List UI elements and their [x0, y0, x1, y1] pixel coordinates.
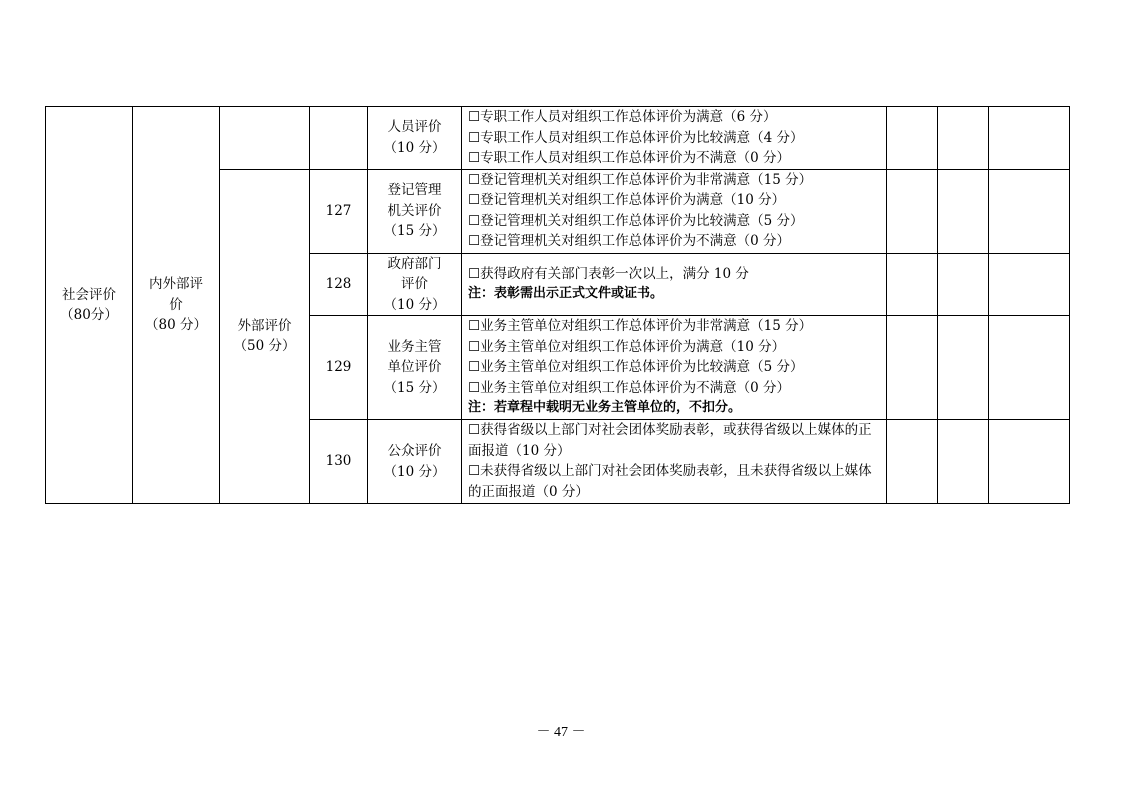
item-name-line: 公众评价: [387, 443, 442, 459]
item-number: 127: [310, 169, 368, 253]
item-name-cell: [368, 253, 462, 316]
item-number: 128: [310, 253, 368, 316]
item-name-line: 业务主管: [387, 338, 442, 355]
page-number: － 47 －: [536, 725, 586, 740]
item-number: [310, 107, 368, 170]
criteria-option: ☐获得省级以上部门对社会团体奖励表彰，或获得省级以上媒体的正面报道（10 分）: [468, 422, 872, 459]
criteria-option: ☐业务主管单位对组织工作总体评价为比较满意（5 分）: [468, 359, 804, 375]
subcategory-cell: [133, 107, 220, 504]
score-cell: [887, 169, 938, 253]
item-name-line: 人员评价: [387, 119, 442, 136]
criteria-option: ☐专职工作人员对组织工作总体评价为比较满意（4 分）: [468, 129, 804, 146]
subcategory-title-line1: 内外部评: [149, 276, 203, 293]
item-name-cell: [368, 316, 462, 420]
remark-cell: [989, 169, 1070, 253]
item-number: 129: [310, 316, 368, 420]
external-eval-score: （50 分）: [233, 338, 296, 355]
category-score: （80分）: [60, 307, 118, 323]
item-name-line: 评价: [401, 276, 428, 292]
score-cell: [938, 169, 989, 253]
criteria-option: ☐获得政府有关部门表彰一次以上，满分 10 分: [468, 265, 749, 282]
score-cell: [938, 420, 989, 504]
empty-cell: [220, 107, 310, 170]
criteria-cell: [462, 253, 887, 316]
criteria-option: ☐业务主管单位对组织工作总体评价为非常满意（15 分）: [468, 318, 813, 334]
item-score-line: （10 分）: [383, 139, 446, 156]
criteria-note: 注：若章程中载明无业务主管单位的，不扣分。: [468, 400, 742, 415]
remark-cell: [989, 420, 1070, 504]
score-cell: [938, 316, 989, 420]
remark-cell: [989, 316, 1070, 420]
criteria-option: ☐业务主管单位对组织工作总体评价为不满意（0 分）: [468, 379, 790, 396]
criteria-cell: [462, 169, 887, 253]
criteria-cell: [462, 107, 887, 170]
criteria-cell: [462, 316, 887, 420]
criteria-option: ☐登记管理机关对组织工作总体评价为非常满意（15 分）: [468, 171, 813, 188]
score-cell: [887, 253, 938, 316]
score-cell: [887, 316, 938, 420]
criteria-option: ☐登记管理机关对组织工作总体评价为不满意（0 分）: [468, 233, 790, 249]
remark-cell: [989, 253, 1070, 316]
item-name-cell: [368, 420, 462, 504]
score-cell: [938, 107, 989, 170]
score-cell: [887, 107, 938, 170]
item-name-line: 登记管理: [387, 182, 442, 199]
criteria-cell: [462, 420, 887, 504]
criteria-option: ☐登记管理机关对组织工作总体评价为比较满意（5 分）: [468, 212, 804, 229]
external-eval-cell: [220, 169, 310, 504]
category-cell-social: [46, 107, 133, 504]
subcategory-score: （80 分）: [145, 317, 207, 334]
subcategory-title-line2: 价: [169, 296, 183, 313]
evaluation-table: [45, 106, 1070, 504]
criteria-option: ☐未获得省级以上部门对社会团体奖励表彰，且未获得省级以上媒体的正面报道（0 分）: [468, 463, 872, 500]
criteria-note: 注：表彰需出示正式文件或证书。: [468, 286, 664, 302]
criteria-option: ☐登记管理机关对组织工作总体评价为满意（10 分）: [468, 192, 786, 208]
external-eval-title: 外部评价: [237, 317, 292, 334]
score-cell: [887, 420, 938, 504]
criteria-option: ☐业务主管单位对组织工作总体评价为满意（10 分）: [468, 338, 786, 355]
item-name-line: 机关评价: [387, 202, 442, 219]
score-cell: [938, 253, 989, 316]
item-score-line: （15 分）: [383, 223, 446, 240]
item-number: 130: [310, 420, 368, 504]
item-name-cell: [368, 169, 462, 253]
criteria-option: ☐专职工作人员对组织工作总体评价为不满意（0 分）: [468, 150, 790, 166]
remark-cell: [989, 107, 1070, 170]
item-name-cell: [368, 107, 462, 170]
category-title: 社会评价: [62, 286, 116, 303]
item-name-line: 单位评价: [387, 359, 442, 376]
table-row: [46, 107, 1070, 170]
item-score-line: （10 分）: [383, 463, 446, 480]
item-name-line: 政府部门: [387, 255, 442, 272]
item-score-line: （15 分）: [383, 379, 446, 396]
criteria-option: ☐专职工作人员对组织工作总体评价为满意（6 分）: [468, 109, 777, 125]
item-score-line: （10 分）: [383, 296, 446, 313]
